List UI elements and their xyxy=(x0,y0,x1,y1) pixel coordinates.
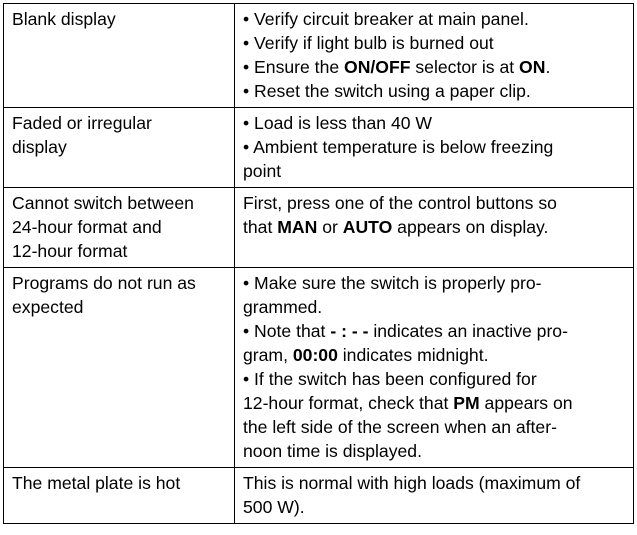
text-segment: noon time is displayed. xyxy=(243,441,422,461)
problem-text-line: The metal plate is hot xyxy=(12,473,181,493)
text-segment: point xyxy=(243,161,282,181)
text-segment: • Reset the switch using a paper clip. xyxy=(243,81,531,101)
table-row xyxy=(4,108,634,188)
bold-term: 00:00 xyxy=(292,345,338,365)
solution-text-line xyxy=(243,439,625,463)
text-segment: appears on display. xyxy=(392,217,549,237)
text-segment: grammed. xyxy=(243,297,323,317)
text-segment: • If the switch has been configured for xyxy=(243,369,537,389)
solution-text-line xyxy=(243,215,625,239)
solution-text-line xyxy=(243,159,625,183)
solution-cell xyxy=(235,468,634,524)
text-segment: the left side of the screen when an after- xyxy=(243,417,557,437)
solution-text-line xyxy=(243,391,625,415)
problem-text-line: 24-hour format and xyxy=(12,217,162,237)
solution-cell xyxy=(235,268,634,468)
solution-text-line xyxy=(243,343,625,367)
solution-text-line xyxy=(243,7,625,31)
text-segment: appears on xyxy=(479,393,573,413)
text-segment: • Verify circuit breaker at main panel. xyxy=(243,9,529,29)
text-segment: . xyxy=(545,57,551,77)
bold-term: ON xyxy=(519,57,546,77)
text-segment: indicates an inactive pro- xyxy=(368,321,568,341)
solution-text-line xyxy=(243,79,625,103)
text-segment: • Ensure the xyxy=(243,57,345,77)
problem-cell xyxy=(4,188,235,268)
problem-cell xyxy=(4,4,235,108)
bold-term: - : - - xyxy=(330,321,369,341)
solution-text-line xyxy=(243,191,625,215)
table-row xyxy=(4,468,634,524)
bold-term: ON/OFF xyxy=(344,57,411,77)
troubleshooting-table xyxy=(3,3,634,524)
text-segment: selector is at xyxy=(410,57,520,77)
solution-text-line xyxy=(243,471,625,495)
bold-term: AUTO xyxy=(342,217,393,237)
problem-text-line: Faded or irregular xyxy=(12,113,152,133)
text-segment: • Ambient temperature is below freezing xyxy=(243,137,554,157)
solution-text-line xyxy=(243,31,625,55)
text-segment: • Load is less than 40 W xyxy=(243,113,433,133)
text-segment: First, press one of the control buttons so xyxy=(243,193,557,213)
problem-text-line: Blank display xyxy=(12,9,116,29)
text-segment: gram, xyxy=(243,345,293,365)
text-segment: that xyxy=(243,217,278,237)
solution-cell xyxy=(235,188,634,268)
solution-cell xyxy=(235,108,634,188)
bold-term: PM xyxy=(453,393,480,413)
bold-term: MAN xyxy=(277,217,318,237)
problem-text-line: display xyxy=(12,137,67,157)
solution-text-line xyxy=(243,495,625,519)
text-segment: 500 W). xyxy=(243,497,305,517)
problem-text-line: Programs do not run as xyxy=(12,273,196,293)
table-row xyxy=(4,4,634,108)
table-row xyxy=(4,188,634,268)
solution-text-line xyxy=(243,295,625,319)
solution-cell xyxy=(235,4,634,108)
text-segment: 12-hour format, check that xyxy=(243,393,454,413)
problem-text-line: 12-hour format xyxy=(12,241,128,261)
solution-text-line xyxy=(243,415,625,439)
problem-cell xyxy=(4,268,235,468)
table-row xyxy=(4,268,634,468)
solution-text-line xyxy=(243,111,625,135)
text-segment: • Make sure the switch is properly pro- xyxy=(243,273,542,293)
problem-text-line: expected xyxy=(12,297,84,317)
solution-text-line xyxy=(243,135,625,159)
text-segment: indicates midnight. xyxy=(337,345,489,365)
solution-text-line xyxy=(243,367,625,391)
solution-text-line xyxy=(243,319,625,343)
text-segment: • Verify if light bulb is burned out xyxy=(243,33,494,53)
solution-text-line xyxy=(243,55,625,79)
text-segment: This is normal with high loads (maximum of xyxy=(243,473,581,493)
problem-cell xyxy=(4,108,235,188)
text-segment: • Note that xyxy=(243,321,331,341)
text-segment: or xyxy=(317,217,343,237)
problem-text-line: Cannot switch between xyxy=(12,193,194,213)
solution-text-line xyxy=(243,271,625,295)
problem-cell xyxy=(4,468,235,524)
